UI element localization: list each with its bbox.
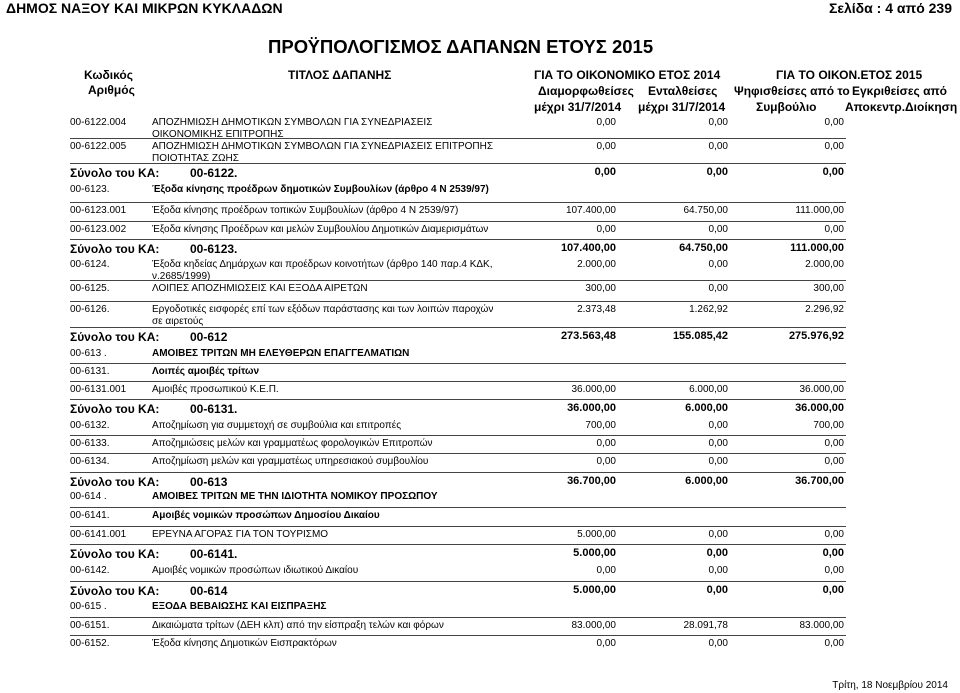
amount-voted: 0,00 <box>822 547 844 559</box>
subtotal-code: 00-614 <box>190 584 228 598</box>
amount-ordered: 6.000,00 <box>689 384 728 395</box>
amount-ordered: 0,00 <box>708 259 728 270</box>
amount-formed: 2.000,00 <box>577 259 616 270</box>
amount-voted: 0,00 <box>824 565 844 576</box>
amount-voted: 0,00 <box>822 584 844 596</box>
subtotal-code: 00-6131. <box>190 402 238 416</box>
account-code: 00-6131. <box>70 366 110 377</box>
row-separator <box>70 435 846 436</box>
amount-ordered: 0,00 <box>706 547 728 559</box>
col-fy2015: ΓΙΑ ΤΟ ΟΙΚΟΝ.ΕΤΟΣ 2015 <box>776 68 923 82</box>
amount-voted: 300,00 <box>813 283 844 294</box>
col-voted-line1: Ψηφισθείσες από το <box>734 84 850 98</box>
amount-voted: 0,00 <box>824 141 844 152</box>
account-code: 00-6131.001 <box>70 384 127 395</box>
amount-voted: 0,00 <box>824 224 844 235</box>
amount-formed: 107.400,00 <box>560 242 616 254</box>
account-code: 00-6123.002 <box>70 224 127 235</box>
expense-description: Δικαιώματα τρίτων (ΔΕΗ κλπ) από την είσπραξη τελών και φόρων <box>152 620 444 631</box>
row-separator <box>70 507 846 508</box>
expense-description: ΑΠΟΖΗΜΙΩΣΗ ΔΗΜΟΤΙΚΩΝ ΣΥΜΒΟΛΩΝ ΓΙΑ ΣΥΝΕΔΡΙΑΣΕΙΣ ΕΠΙΤΡΟΠΗΣ ΠΟΙΟΤΗΤΑΣ ΖΩΗΣ <box>152 141 494 164</box>
amount-voted: 0,00 <box>824 456 844 467</box>
print-date: Τρίτη, 18 Νοεμβρίου 2014 <box>832 680 948 691</box>
col-code-line1: Κωδικός <box>84 68 134 82</box>
document-title: ΠΡΟΫΠΟΛΟΓΙΣΜΟΣ ΔΑΠΑΝΩΝ ΕΤΟΥΣ 2015 <box>268 36 654 57</box>
subtotal-label: Σύνολο του ΚΑ: <box>70 242 160 256</box>
row-separator <box>70 138 846 139</box>
amount-ordered: 64.750,00 <box>679 242 728 254</box>
amount-ordered: 0,00 <box>708 117 728 128</box>
subtotal-label: Σύνολο του ΚΑ: <box>70 547 160 561</box>
account-code: 00-613 . <box>70 348 107 359</box>
col-fy2014: ΓΙΑ ΤΟ ΟΙΚΟΝΟΜΙΚΟ ΕΤΟΣ 2014 <box>534 68 721 82</box>
subtotal-code: 00-613 <box>190 475 228 489</box>
account-code: 00-6141.001 <box>70 529 127 540</box>
col-code-line2: Αριθμός <box>88 83 135 97</box>
amount-formed: 36.000,00 <box>567 402 616 414</box>
col-ordered-line1: Ενταλθείσες <box>648 84 718 98</box>
expense-description: ΑΠΟΖΗΜΙΩΣΗ ΔΗΜΟΤΙΚΩΝ ΣΥΜΒΟΛΩΝ ΓΙΑ ΣΥΝΕΔΡΙΑΣΕΙΣ ΟΙΚΟΝΟΜΙΚΗΣ ΕΠΙΤΡΟΠΗΣ <box>152 117 433 140</box>
amount-formed: 273.563,48 <box>560 330 616 342</box>
expense-description: Αμοιβές προσωπικού Κ.Ε.Π. <box>152 384 279 395</box>
expense-description: Αποζημιώσεις μελών και γραμματέως φορολογικών Επιτροπών <box>152 438 433 449</box>
row-separator <box>70 202 846 203</box>
amount-ordered: 28.091,78 <box>683 620 728 631</box>
expense-description: ΑΜΟΙΒΕΣ ΤΡΙΤΩΝ ΜΗ ΕΛΕΥΘΕΡΩΝ ΕΠΑΓΓΕΛΜΑΤΙΩΝ <box>152 348 410 359</box>
amount-formed: 36.000,00 <box>571 384 616 395</box>
amount-ordered: 0,00 <box>706 166 728 178</box>
row-separator <box>70 617 846 618</box>
row-separator <box>70 301 846 302</box>
row-separator <box>70 239 846 240</box>
amount-voted: 0,00 <box>824 117 844 128</box>
account-code: 00-6126. <box>70 304 110 315</box>
account-code: 00-6134. <box>70 456 110 467</box>
account-code: 00-6132. <box>70 420 110 431</box>
amount-formed: 0,00 <box>596 456 616 467</box>
col-ordered-line2: μέχρι 31/7/2014 <box>638 100 726 114</box>
row-separator <box>70 581 846 582</box>
amount-formed: 2.373,48 <box>577 304 616 315</box>
amount-formed: 5.000,00 <box>573 547 616 559</box>
amount-ordered: 0,00 <box>706 584 728 596</box>
account-code: 00-6141. <box>70 510 110 521</box>
amount-formed: 0,00 <box>596 224 616 235</box>
subtotal-code: 00-6141. <box>190 547 238 561</box>
expense-description: Έξοδα κηδείας Δημάρχων και προέδρων κοινοτήτων (άρθρο 140 παρ.4 ΚΔΚ, ν.2685/1999) <box>152 259 493 282</box>
expense-description: Λοιπές αμοιβές τρίτων <box>152 366 260 377</box>
row-separator <box>70 280 846 281</box>
amount-ordered: 64.750,00 <box>683 205 728 216</box>
subtotal-label: Σύνολο του ΚΑ: <box>70 330 160 344</box>
amount-ordered: 6.000,00 <box>685 402 728 414</box>
amount-ordered: 0,00 <box>708 438 728 449</box>
amount-voted: 0,00 <box>822 166 844 178</box>
amount-voted: 36.000,00 <box>795 402 844 414</box>
amount-voted: 0,00 <box>824 438 844 449</box>
col-voted-line2: Συμβούλιο <box>756 100 817 114</box>
amount-ordered: 0,00 <box>708 224 728 235</box>
amount-formed: 0,00 <box>596 438 616 449</box>
amount-formed: 300,00 <box>585 283 616 294</box>
amount-ordered: 6.000,00 <box>685 475 728 487</box>
expense-description: Αποζημίωση για συμμετοχή σε συμβούλια και επιτροπές <box>152 420 402 431</box>
expense-description: Έξοδα κίνησης προέδρων τοπικών Συμβουλίων (άρθρο 4 Ν 2539/97) <box>152 205 459 216</box>
expense-description: Εργοδοτικές εισφορές επί των εξόδων παράστασης και των λοιπών παροχών σε αιρετούς <box>152 304 494 327</box>
subtotal-label: Σύνολο του ΚΑ: <box>70 166 160 180</box>
expense-description: ΕΞΟΔΑ ΒΕΒΑΙΩΣΗΣ ΚΑΙ ΕΙΣΠΡΑΞΗΣ <box>152 601 327 612</box>
expense-description: Αμοιβές νομικών προσώπων Δημοσίου Δικαίου <box>152 510 380 521</box>
row-separator <box>70 327 846 328</box>
account-code: 00-6125. <box>70 283 110 294</box>
account-code: 00-6122.005 <box>70 141 127 152</box>
account-code: 00-6152. <box>70 638 110 649</box>
amount-voted: 2.296,92 <box>805 304 844 315</box>
account-code: 00-614 . <box>70 491 107 502</box>
amount-formed: 0,00 <box>596 638 616 649</box>
expense-description: Αμοιβές νομικών προσώπων ιδιωτικού Δικαίου <box>152 565 359 576</box>
expense-description: Έξοδα κίνησης Δημοτικών Εισπρακτόρων <box>152 638 337 649</box>
amount-formed: 83.000,00 <box>571 620 616 631</box>
amount-formed: 0,00 <box>596 565 616 576</box>
row-separator <box>70 544 846 545</box>
account-code: 00-6123.001 <box>70 205 127 216</box>
amount-ordered: 0,00 <box>708 638 728 649</box>
account-code: 00-6133. <box>70 438 110 449</box>
account-code: 00-6124. <box>70 259 110 270</box>
amount-voted: 83.000,00 <box>799 620 844 631</box>
amount-ordered: 155.085,42 <box>672 330 728 342</box>
account-code: 00-6123. <box>70 184 110 195</box>
expense-description: Έξοδα κίνησης προέδρων δημοτικών Συμβουλίων (άρθρο 4 Ν 2539/97) <box>152 184 489 195</box>
subtotal-code: 00-6122. <box>190 166 238 180</box>
col-approved-line1: Εγκριθείσες από <box>852 84 948 98</box>
amount-ordered: 1.262,92 <box>689 304 728 315</box>
amount-ordered: 0,00 <box>708 420 728 431</box>
municipality-title: ΔΗΜΟΣ ΝΑΞΟΥ ΚΑΙ ΜΙΚΡΩΝ ΚΥΚΛΑΔΩΝ <box>6 0 283 16</box>
row-separator <box>70 635 846 636</box>
account-code: 00-615 . <box>70 601 107 612</box>
row-separator <box>70 526 846 527</box>
amount-formed: 107.400,00 <box>565 205 616 216</box>
amount-formed: 5.000,00 <box>573 584 616 596</box>
amount-voted: 36.000,00 <box>799 384 844 395</box>
col-formed-line2: μέχρι 31/7/2014 <box>534 100 622 114</box>
col-formed-line1: Διαμορφωθείσες <box>538 84 634 98</box>
amount-ordered: 0,00 <box>708 456 728 467</box>
amount-formed: 5.000,00 <box>577 529 616 540</box>
amount-voted: 2.000,00 <box>805 259 844 270</box>
subtotal-label: Σύνολο του ΚΑ: <box>70 402 160 416</box>
account-code: 00-6122.004 <box>70 117 127 128</box>
account-code: 00-6151. <box>70 620 110 631</box>
row-separator <box>70 221 846 222</box>
expense-description: ΑΜΟΙΒΕΣ ΤΡΙΤΩΝ ΜΕ ΤΗΝ ΙΔΙΟΤΗΤΑ ΝΟΜΙΚΟΥ ΠΡΟΣΩΠΟΥ <box>152 491 438 502</box>
account-code: 00-6142. <box>70 565 110 576</box>
row-separator <box>70 381 846 382</box>
amount-formed: 0,00 <box>594 166 616 178</box>
subtotal-label: Σύνολο του ΚΑ: <box>70 584 160 598</box>
subtotal-code: 00-612 <box>190 330 228 344</box>
subtotal-label: Σύνολο του ΚΑ: <box>70 475 160 489</box>
amount-ordered: 0,00 <box>708 141 728 152</box>
row-separator <box>70 399 846 400</box>
row-separator <box>70 163 846 164</box>
row-separator <box>70 472 846 473</box>
amount-voted: 275.976,92 <box>788 330 844 342</box>
amount-ordered: 0,00 <box>708 529 728 540</box>
amount-formed: 700,00 <box>585 420 616 431</box>
amount-voted: 700,00 <box>813 420 844 431</box>
col-title: ΤΙΤΛΟΣ ΔΑΠΑΝΗΣ <box>288 68 392 82</box>
amount-voted: 111.000,00 <box>795 205 844 216</box>
amount-ordered: 0,00 <box>708 283 728 294</box>
amount-ordered: 0,00 <box>708 565 728 576</box>
page-number: Σελίδα : 4 από 239 <box>828 0 952 16</box>
amount-voted: 36.700,00 <box>795 475 844 487</box>
amount-formed: 0,00 <box>596 141 616 152</box>
amount-voted: 0,00 <box>824 638 844 649</box>
expense-description: ΛΟΙΠΕΣ ΑΠΟΖΗΜΙΩΣΕΙΣ ΚΑΙ ΕΞΟΔΑ ΑΙΡΕΤΩΝ <box>152 283 368 294</box>
amount-voted: 111.000,00 <box>790 242 844 254</box>
col-approved-line2: Αποκεντρ.Διοίκηση <box>845 100 958 114</box>
expense-description: ΕΡΕΥΝΑ ΑΓΟΡΑΣ ΓΙΑ ΤΟΝ ΤΟΥΡΙΣΜΟ <box>152 529 329 540</box>
amount-voted: 0,00 <box>824 529 844 540</box>
amount-formed: 0,00 <box>596 117 616 128</box>
subtotal-code: 00-6123. <box>190 242 238 256</box>
expense-description: Έξοδα κίνησης Προέδρων και μελών Συμβουλίου Δημοτικών Διαμερισμάτων <box>152 224 489 235</box>
row-separator <box>70 453 846 454</box>
amount-formed: 36.700,00 <box>567 475 616 487</box>
expense-description: Αποζημίωση μελών και γραμματέως υπηρεσιακού συμβουλίου <box>152 456 429 467</box>
row-separator <box>70 363 846 364</box>
